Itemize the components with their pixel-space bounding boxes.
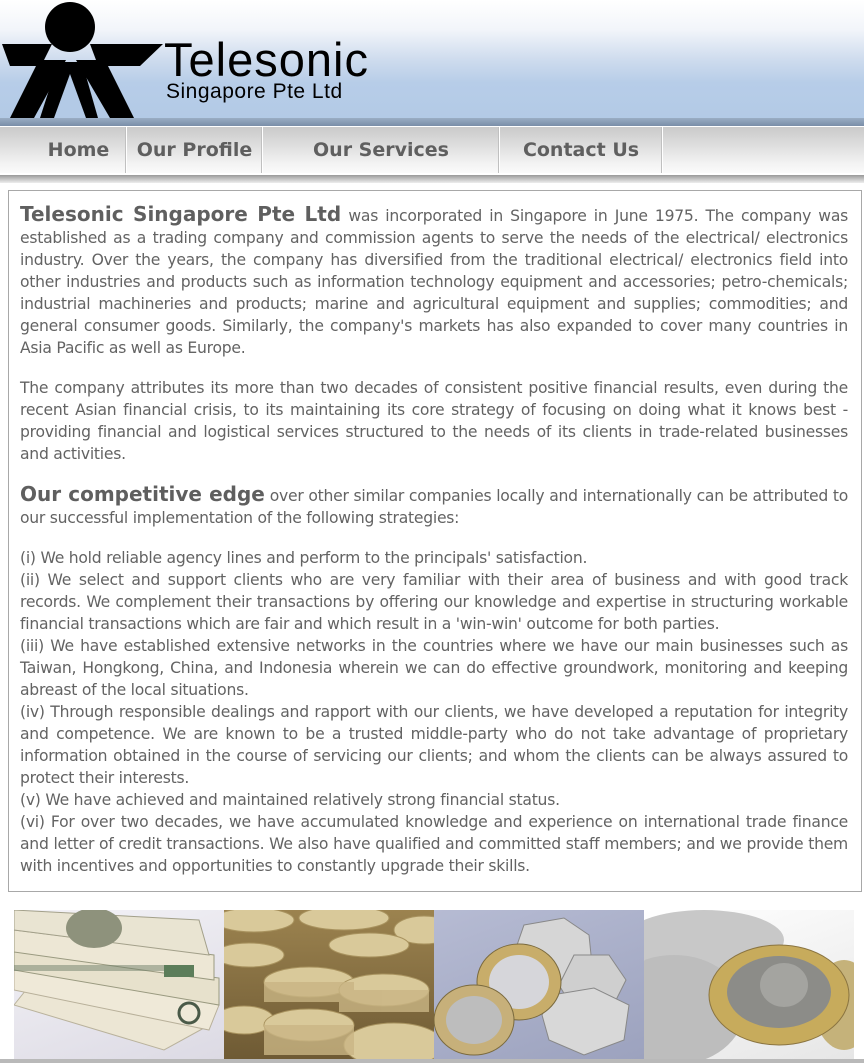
intro-paragraph xyxy=(20,203,848,359)
pound-coins-photo xyxy=(434,910,644,1060)
nav-item-home[interactable]: Home xyxy=(47,139,110,161)
telesonic-logo-icon[interactable] xyxy=(0,0,165,118)
gold-coins-photo xyxy=(224,910,434,1060)
edge-paragraph xyxy=(20,483,848,529)
header-banner xyxy=(0,0,864,118)
main-nav xyxy=(0,127,864,173)
intro-text: was incorporated in Singapore in June 1975. The company was established as a trading company and commission agents to serve the needs of the electrical/ electronics industry. Over the years, the company has diversified from the traditional electrical/ electronics field into other industries and products such as information technology equipment and accessories; petro-chemicals; industrial machineries and products; marine and agricultural equipment and supplies; commodities; and general consumer goods. Similarly, the company's markets has also expanded to cover many countries in Asia Pacific as well as Europe. xyxy=(20,207,848,357)
strategy-item: (iv) Through responsible dealings and rapport with our clients, we have developed a reputation for integrity and competence. We are known to be a trusted middle-party who do not take advantage of proprietary information obtained in the course of servicing our clients; and whom the clients can be always assured to protect their interests. xyxy=(20,703,848,787)
company-description xyxy=(20,203,848,877)
nav-item-contact-us[interactable]: Contact Us xyxy=(522,139,640,161)
two-pound-coin-photo xyxy=(644,910,854,1060)
strategy-item: (ii) We select and support clients who are very familiar with their area of business and with good track records. We complement their transactions by offering our knowledge and expertise in structuring workable financial transactions which are fair and which result in a 'win-win' outcome for both parties. xyxy=(20,571,848,633)
attribution-paragraph: The company attributes its more than two decades of consistent positive financial results, even during the recent Asian financial crisis, to its maintaining its core strategy of focusing on doing what it knows best - providing financial and logistical services structured to the needs of its clients in trade-related businesses and activities. xyxy=(20,379,848,463)
nav-bottom-shadow xyxy=(0,173,864,183)
photo-gallery xyxy=(14,910,854,1060)
brand-logo-text xyxy=(164,33,369,103)
bottom-bar xyxy=(0,1059,864,1063)
strategy-item: (vi) For over two decades, we have accumulated knowledge and experience on international trade finance and letter of credit transactions. We also have qualified and committed staff members; and we provide them with incentives and opportunities to constantly upgrade their skills. xyxy=(20,813,848,875)
strategy-item: (v) We have achieved and maintained relatively strong financial status. xyxy=(20,791,560,809)
strategy-item: (iii) We have established extensive networks in the countries where we have our main businesses such as Taiwan, Hongkong, China, and Indonesia wherein we can do effective groundwork, monitoring and keeping abreast of the local situations. xyxy=(20,637,848,699)
edge-lead: Our competitive edge xyxy=(20,482,265,506)
nav-top-border xyxy=(0,118,864,126)
nav-item-our-profile[interactable]: Our Profile xyxy=(136,139,253,161)
intro-lead: Telesonic Singapore Pte Ltd xyxy=(20,202,342,226)
nav-separator xyxy=(661,127,664,173)
strategy-item: (i) We hold reliable agency lines and perform to the principals' satisfaction. xyxy=(20,549,588,567)
brand-name: Telesonic xyxy=(164,33,369,86)
edge-text: over other similar companies locally and internationally can be attributed to our successful implementation of the following strategies: xyxy=(20,487,848,527)
dollar-bills-photo xyxy=(14,910,224,1060)
nav-item-our-services[interactable]: Our Services xyxy=(313,139,449,161)
brand-subtitle: Singapore Pte Ltd xyxy=(166,80,343,103)
